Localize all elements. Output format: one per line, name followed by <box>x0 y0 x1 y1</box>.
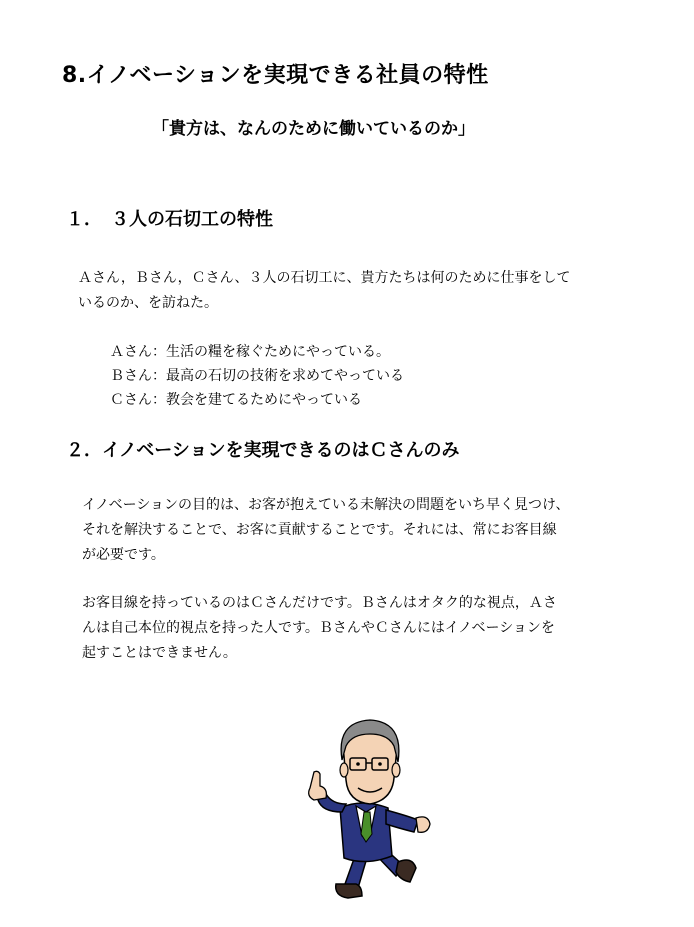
section2-para1-line: が必要です。 <box>82 547 165 563</box>
section2-para2-line: んは自己本位的視点を持った人です。ＢさんやＣさんにはイノベーションを <box>82 620 555 636</box>
section1-intro-line: Ａさん，Ｂさん，Ｃさん、３人の石切工に、貴方たちは何のために仕事をして <box>78 270 571 286</box>
answer-c: Ｃさん：教会を建てるためにやっている <box>110 392 362 408</box>
section1-heading: １． ３人の石切工の特性 <box>66 209 273 230</box>
section2-para2-line: お客目線を持っているのはＣさんだけです。Ｂさんはオタク的な視点，Ａさ <box>82 595 557 611</box>
document-subtitle: 「貴方は、なんのために働いているのか」 <box>152 119 475 139</box>
section2-heading: ２．イノベーションを実現できるのはＣさんのみ <box>66 440 460 461</box>
answer-a: Ａさん：生活の糧を稼ぐためにやっている。 <box>110 344 390 360</box>
section2-para1-line: イノベーションの目的は、お客が抱えている未解決の問題をいち早く見つけ、 <box>82 497 570 513</box>
section2-para2-line: 起すことはできません。 <box>82 645 237 661</box>
section1-intro <box>78 266 571 316</box>
section1-intro-line: いるのか、を訪ねた。 <box>78 295 218 311</box>
document-title: 8.イノベーションを実現できる社員の特性 <box>62 63 489 88</box>
section2-para1-line: それを解決することで、お客に貢献することです。それには、常にお客目線 <box>82 522 557 538</box>
section2-para2 <box>82 591 557 666</box>
section2-para1 <box>82 493 569 568</box>
answer-b: Ｂさん：最高の石切の技術を求めてやっている <box>110 368 404 384</box>
businessman-pointing-illustration <box>300 716 435 901</box>
